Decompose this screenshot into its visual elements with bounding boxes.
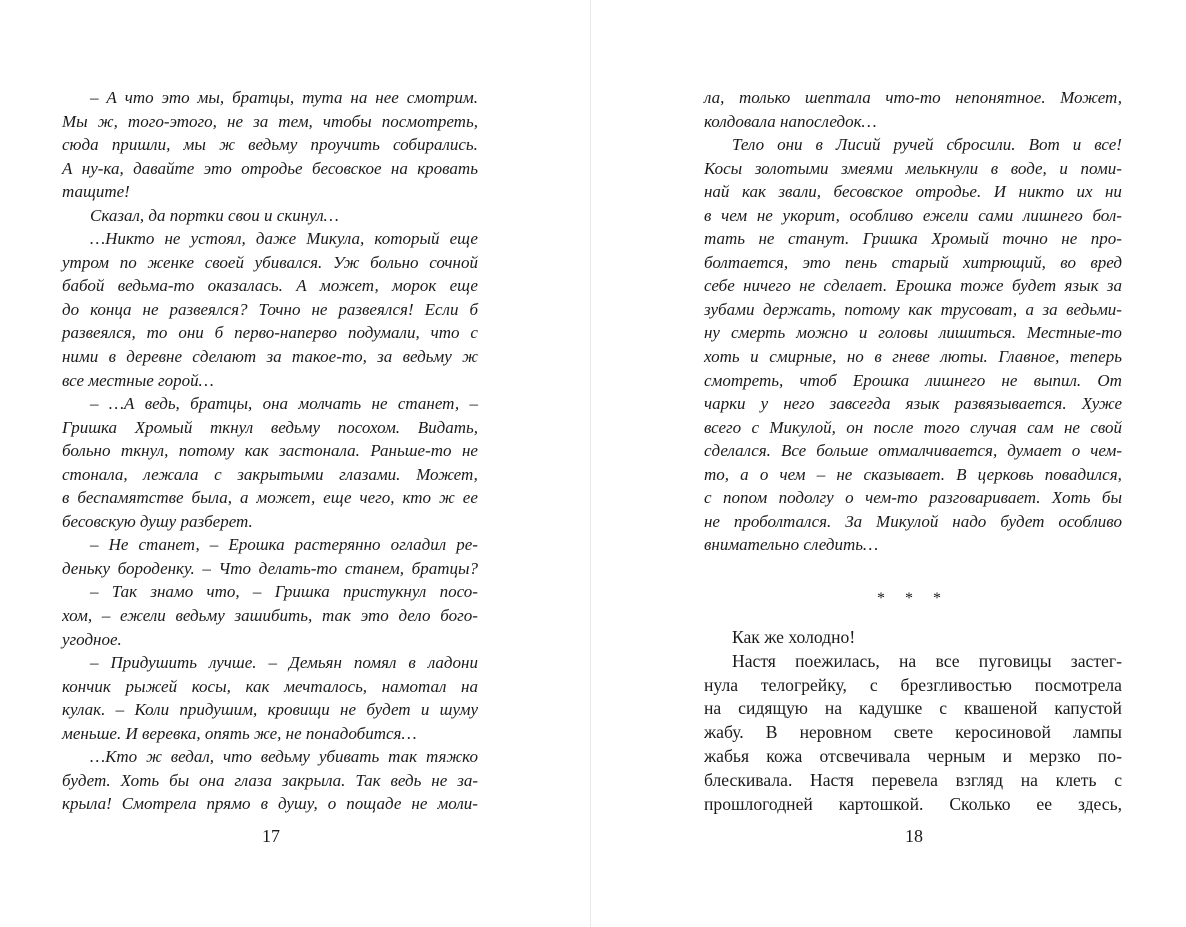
text-line: Гришка Хромый ткнул ведьму посохом. Видать, <box>62 417 478 437</box>
text-line: …Кто ж ведал, что ведьму убивать так тяжко <box>90 747 478 767</box>
right-page-italic-text <box>704 86 1122 557</box>
text-line: бабой ведьма-то оказалась. А может, морок еще <box>62 276 478 296</box>
book-gutter <box>590 0 591 927</box>
text-line: кулак. – Коли придушим, кровищи не будет и шуму <box>62 700 478 720</box>
page-number-left: 17 <box>262 826 280 846</box>
text-line: нула телогрейку, с брезгливостью посмотрела <box>704 674 1122 695</box>
text-line: Мы ж, того-этого, не за тем, чтобы посмотреть, <box>62 111 478 131</box>
text-line: Тело они в Лисий ручей сбросили. Вот и все! <box>732 135 1122 155</box>
text-line: …Никто не устоял, даже Микула, который еще <box>90 229 478 249</box>
text-line: утром по женке своей убивался. Уж больно сочной <box>62 252 478 272</box>
text-line: Косы золотыми змеями мелькнули в воде, и поми- <box>704 158 1122 178</box>
text-line: – А что это мы, братцы, тута на нее смотрим. <box>90 88 478 107</box>
text-line: Как же холодно! <box>732 627 856 647</box>
text-line: всего с Микулой, он после того случая сам не свой <box>704 417 1122 437</box>
text-line: хом, – ежели ведьму зашибить, так это дело бого- <box>62 606 478 626</box>
text-line: – Придушить лучше. – Демьян помял в ладони <box>90 653 478 673</box>
text-line: зубами держать, потому как трусоват, а за ведьми- <box>704 299 1122 319</box>
left-page <box>0 0 590 927</box>
text-line: угодное. <box>62 629 122 649</box>
text-line: больно ткнул, потому как застонала. Раньше-то не <box>62 441 478 461</box>
text-line: – Так знамо что, – Гришка пристукнул посо- <box>90 582 478 602</box>
text-line: блескивала. Настя перевела взгляд на клеть с <box>704 769 1122 790</box>
text-line: ними в деревне сделают за такое-то, за ведьму ж <box>62 347 478 367</box>
text-line: жабу. В неровном свете керосиновой лампы <box>704 722 1122 743</box>
text-line: бесовскую душу разберет. <box>62 511 253 531</box>
text-line: все местные горой… <box>62 370 214 390</box>
text-line: в беспамятстве была, а может, еще чего, кто ж ее <box>62 488 478 508</box>
text-line: А ну-ка, давайте это отродье бесовское на кровать <box>62 158 478 178</box>
text-line: меньше. И веревка, опять же, не понадобится… <box>62 723 417 743</box>
text-line: Настя поежилась, на все пуговицы застег- <box>732 650 1122 671</box>
right-page-regular-text <box>704 626 1122 816</box>
text-line: смотреть, чтоб Ерошка лишнего не выпил. От <box>704 370 1122 390</box>
text-line: себе ничего не сделает. Ерошка тоже будет язык за <box>704 276 1122 296</box>
text-line: стонала, лежала с закрытыми глазами. Может, <box>62 464 478 484</box>
text-line: то, а о чем – не сказывает. В церковь повадился, <box>704 464 1122 484</box>
text-line: крыла! Смотрела прямо в душу, о пощаде не моли- <box>62 794 478 814</box>
right-page <box>592 0 1186 927</box>
text-line: болтается, это пень старый хитрющий, во вред <box>704 252 1122 272</box>
text-line: деньку бороденку. – Что делать-то станем, братцы? <box>62 558 478 578</box>
text-line: колдовала напоследок… <box>704 111 877 131</box>
text-line: с попом подолгу о чем-то разговаривает. Хоть бы <box>704 488 1122 508</box>
text-line: – Не станет, – Ерошка растерянно огладил ре- <box>90 535 478 555</box>
text-line: на сидящую на кадушке с квашеной капустой <box>704 698 1122 719</box>
page-number-right: 18 <box>905 826 923 846</box>
text-line: тащите! <box>62 182 130 202</box>
text-line: не проболтался. За Микулой надо будет особливо <box>704 511 1122 531</box>
text-line: тать не станут. Гришка Хромый точно не про- <box>704 229 1122 249</box>
text-line: сделался. Все больше отмалчивается, думает о чем- <box>704 441 1122 461</box>
text-line: в чем не укорит, особливо ежели сами лишнего бол- <box>704 205 1122 225</box>
text-line: Сказал, да портки свои и скинул… <box>90 205 339 225</box>
text-line: внимательно следить… <box>704 535 879 555</box>
text-line: будет. Хоть бы она глаза закрыла. Так ведь не за- <box>62 770 478 790</box>
text-line: чарки у него завсегда язык развязывается. Хуже <box>704 394 1122 414</box>
text-line: ну смерть можно и головы лишиться. Местные-то <box>704 323 1122 343</box>
text-line: кончик рыжей косы, как мечталось, намотал на <box>62 676 478 696</box>
left-page-text <box>62 86 478 816</box>
text-line: сюда пришли, мы ж ведьму проучить собирались. <box>62 135 478 155</box>
text-line: прошлогодней картошкой. Сколько ее здесь, <box>704 793 1122 814</box>
text-line: най как звали, бесовское отродье. И никто их ни <box>704 182 1122 202</box>
text-line: ла, только шептала что-то непонятное. Может, <box>704 88 1122 107</box>
text-line: развеялся, то они б перво-наперво подумали, что с <box>62 323 478 343</box>
text-line: жабья кожа отсвечивала черным и мерзко по- <box>704 745 1122 766</box>
section-separator: * * * <box>877 590 949 607</box>
text-line: – …А ведь, братцы, она молчать не станет, – <box>90 394 478 414</box>
text-line: до конца не развеялся? Точно не развеялся! Если б <box>62 299 478 319</box>
text-line: хоть и смирные, но в гневе люты. Главное, теперь <box>704 347 1122 367</box>
